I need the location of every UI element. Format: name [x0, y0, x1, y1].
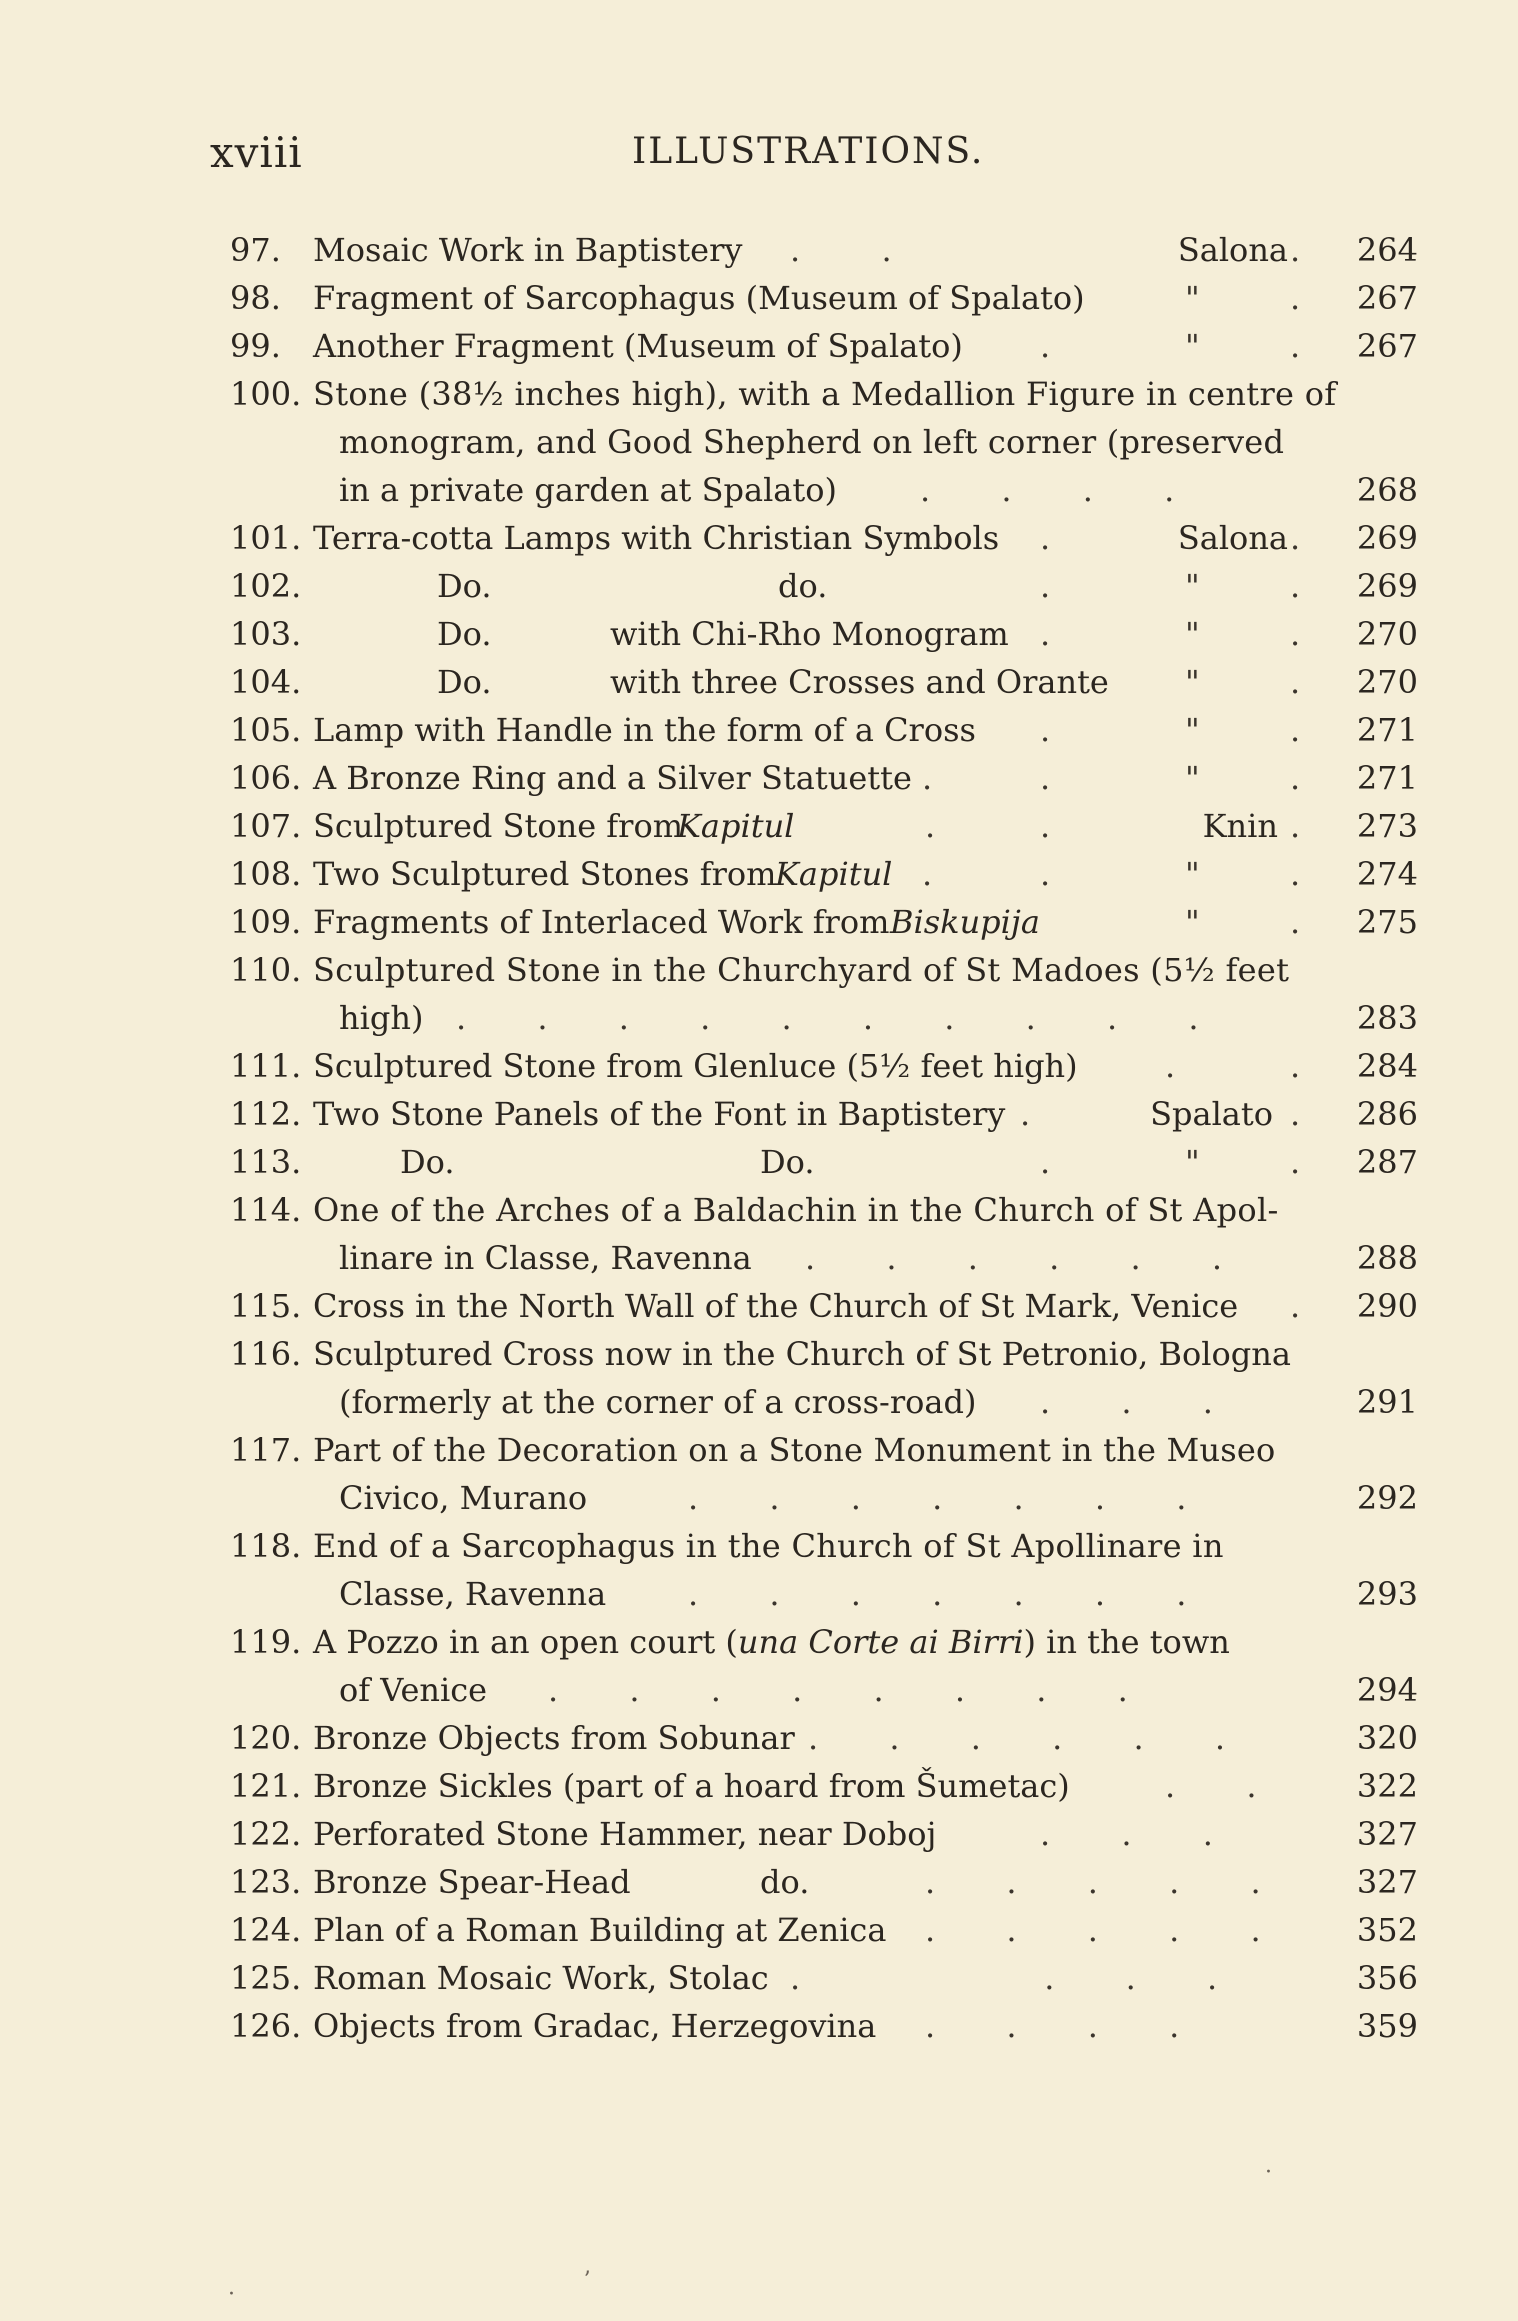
leader-dots: . .: [790, 231, 892, 269]
list-item: [0, 1138, 1518, 1186]
entry-title-italic: una Corte ai Birri: [737, 1623, 1024, 1661]
ditto-mark: ": [1185, 327, 1200, 365]
leader-dots: .: [1040, 615, 1051, 653]
entry-page: 275: [1356, 903, 1418, 941]
entry-number: 123.: [230, 1863, 302, 1901]
leader-dots: . . . .: [925, 2007, 1180, 2045]
entry-number: 108.: [230, 855, 302, 893]
leader-dots: .: [1290, 279, 1301, 317]
list-item: [0, 1762, 1518, 1810]
entry-title: Sculptured Cross now in the Church of St Petronio, Bologna: [313, 1335, 1291, 1373]
entry-page: 267: [1356, 327, 1418, 365]
leader-dots: .: [1290, 1287, 1301, 1325]
entry-page: 268: [1356, 471, 1418, 509]
entry-title: Roman Mosaic Work, Stolac: [313, 1959, 769, 1997]
leader-dots: .: [1290, 519, 1301, 557]
leader-dots: .: [1020, 1095, 1031, 1133]
entry-number: 114.: [230, 1191, 302, 1229]
leader-dots: .: [1290, 855, 1301, 893]
list-item: [0, 1426, 1518, 1474]
entry-number: 100.: [230, 375, 302, 413]
entry-title: A Bronze Ring and a Silver Statuette: [313, 759, 912, 797]
entry-title: Two Stone Panels of the Font in Baptistery: [313, 1095, 1006, 1133]
entry-title-part: A Pozzo in an open court (: [313, 1623, 738, 1661]
entry-title-line: in a private garden at Spalato): [339, 471, 837, 509]
list-item-continuation: [0, 1234, 1518, 1282]
entry-place: Knin: [1202, 807, 1278, 845]
entry-title: [313, 1618, 1230, 1666]
page-folio: xviii: [210, 128, 303, 177]
ditto-mark: ": [1185, 855, 1200, 893]
entry-title: Two Sculptured Stones from: [313, 855, 777, 893]
ditto-mark: ": [1185, 279, 1200, 317]
list-item: [0, 1954, 1518, 2002]
leader-dots: . . . . .: [925, 1911, 1261, 1949]
paper-speck: ʼ: [583, 2268, 590, 2293]
list-item: [0, 370, 1518, 418]
entry-page: 294: [1356, 1671, 1418, 1709]
entry-page: 291: [1356, 1383, 1418, 1421]
leader-dots: .: [1040, 327, 1051, 365]
list-item: [0, 898, 1518, 946]
entry-number: 99.: [230, 327, 281, 365]
entry-number: 103.: [230, 615, 302, 653]
leader-dots: .: [1290, 663, 1301, 701]
entry-number: 121.: [230, 1767, 302, 1805]
leader-dots: .: [1040, 519, 1051, 557]
list-item-continuation: [0, 1570, 1518, 1618]
entry-page: 267: [1356, 279, 1418, 317]
entry-number: 98.: [230, 279, 281, 317]
entry-title-line: linare in Classe, Ravenna: [339, 1239, 752, 1277]
entry-page: 286: [1356, 1095, 1418, 1133]
entry-title-detail: with Chi-Rho Monogram: [610, 615, 1009, 653]
list-item: [0, 850, 1518, 898]
leader-dots: . .: [1165, 1767, 1257, 1805]
leader-dots: . . . . . .: [805, 1239, 1223, 1277]
list-item-continuation: [0, 1474, 1518, 1522]
leader-dots: . . . . . . . .: [548, 1671, 1128, 1709]
list-item: [0, 1186, 1518, 1234]
leader-dots: . . .: [1040, 1383, 1213, 1421]
entry-title-part: ) in the town: [1023, 1623, 1230, 1661]
entry-title-ditto: do.: [778, 567, 828, 605]
entry-title: One of the Arches of a Baldachin in the Church of St Apol-: [313, 1191, 1279, 1229]
leader-dots: .: [1040, 567, 1051, 605]
entry-title-line: Classe, Ravenna: [339, 1575, 607, 1613]
entry-title: Do.: [437, 567, 492, 605]
leader-dots: .: [1290, 327, 1301, 365]
list-item: [0, 322, 1518, 370]
entry-title-line: of Venice: [339, 1671, 488, 1709]
entry-page: 327: [1356, 1863, 1418, 1901]
leader-dots: .: [1040, 711, 1051, 749]
list-item: [0, 274, 1518, 322]
entry-number: 102.: [230, 567, 302, 605]
entry-title: Bronze Objects from Sobunar: [313, 1719, 795, 1757]
entry-title: Sculptured Stone from Glenluce (5½ feet high): [313, 1047, 1078, 1085]
entry-title: Bronze Spear-Head: [313, 1863, 631, 1901]
entry-number: 115.: [230, 1287, 302, 1325]
list-item: [0, 1618, 1518, 1666]
entry-title: Objects from Gradac, Herzegovina: [313, 2007, 877, 2045]
entry-title: Sculptured Stone in the Churchyard of St Madoes (5½ feet: [313, 951, 1290, 989]
entry-title: Lamp with Handle in the form of a Cross: [313, 711, 976, 749]
leader-dots: . . . . . . . . . .: [456, 999, 1199, 1037]
entry-number: 112.: [230, 1095, 302, 1133]
ditto-mark: ": [1185, 663, 1200, 701]
entry-title-detail: with three Crosses and Orante: [610, 663, 1109, 701]
list-item: [0, 1042, 1518, 1090]
entry-title-line: Civico, Murano: [339, 1479, 588, 1517]
leader-dots: .: [1290, 567, 1301, 605]
entry-title: Terra-cotta Lamps with Christian Symbols: [313, 519, 1000, 557]
leader-dots: .: [1290, 711, 1301, 749]
list-item: [0, 1090, 1518, 1138]
entry-title: Stone (38½ inches high), with a Medallion Figure in centre of: [313, 375, 1337, 413]
list-item-continuation: [0, 466, 1518, 514]
list-item: [0, 1858, 1518, 1906]
list-item: [0, 610, 1518, 658]
entry-title-ditto: Do.: [760, 1143, 815, 1181]
ditto-mark: ": [1185, 711, 1200, 749]
entry-place: Spalato: [1150, 1095, 1273, 1133]
entry-number: 97.: [230, 231, 281, 269]
entry-title-line: (formerly at the corner of a cross-road): [339, 1383, 977, 1421]
entry-title-italic: Biskupija: [890, 903, 1040, 941]
entry-title: Another Fragment (Museum of Spalato): [313, 327, 963, 365]
entry-number: 111.: [230, 1047, 302, 1085]
entry-page: 271: [1356, 711, 1418, 749]
list-item: [0, 562, 1518, 610]
entry-number: 120.: [230, 1719, 302, 1757]
list-item: [0, 1714, 1518, 1762]
entry-title: Fragments of Interlaced Work from: [313, 903, 890, 941]
entry-title: Do.: [437, 615, 492, 653]
list-item: [0, 1810, 1518, 1858]
entry-page: 270: [1356, 615, 1418, 653]
leader-dots: .: [1040, 807, 1051, 845]
leader-dots: .: [1290, 1047, 1301, 1085]
entry-number: 109.: [230, 903, 302, 941]
ditto-mark: ": [1185, 759, 1200, 797]
leader-dots: . . . . . . .: [688, 1479, 1187, 1517]
leader-dots: . . . . . . .: [688, 1575, 1187, 1613]
entry-page: 359: [1356, 2007, 1418, 2045]
list-item-continuation: [0, 1378, 1518, 1426]
entry-page: 264: [1356, 231, 1418, 269]
list-item: [0, 754, 1518, 802]
entry-title: Do.: [437, 663, 492, 701]
entry-page: 293: [1356, 1575, 1418, 1613]
entry-number: 126.: [230, 2007, 302, 2045]
leader-dots: .: [922, 855, 933, 893]
paper-speck: ·: [228, 2282, 235, 2307]
leader-dots: . . . . . .: [808, 1719, 1226, 1757]
entry-page: 356: [1356, 1959, 1418, 1997]
list-item: [0, 514, 1518, 562]
entry-title: End of a Sarcophagus in the Church of St Apollinare in: [313, 1527, 1224, 1565]
entry-number: 124.: [230, 1911, 302, 1949]
entry-page: 269: [1356, 567, 1418, 605]
entry-number: 119.: [230, 1623, 302, 1661]
entry-title-ditto: do.: [760, 1863, 810, 1901]
leader-dots: . . . .: [920, 471, 1175, 509]
leader-dots: .: [925, 807, 936, 845]
list-item: [0, 706, 1518, 754]
list-item: [0, 1330, 1518, 1378]
leader-dots: .: [1040, 855, 1051, 893]
entry-page: 322: [1356, 1767, 1418, 1805]
entry-title-italic: Kapitul: [775, 855, 893, 893]
leader-dots: .: [1290, 1143, 1301, 1181]
entry-page: 269: [1356, 519, 1418, 557]
ditto-mark: ": [1185, 615, 1200, 653]
entry-number: 106.: [230, 759, 302, 797]
list-item: [0, 2002, 1518, 2050]
entry-title-line: high): [339, 999, 424, 1037]
leader-dots: . . .: [1040, 1815, 1213, 1853]
leader-dots: . . . .: [790, 1959, 1218, 1997]
entry-page: 271: [1356, 759, 1418, 797]
leader-dots: .: [1290, 807, 1301, 845]
entry-title: Cross in the North Wall of the Church of St Mark, Venice: [313, 1287, 1239, 1325]
leader-dots: . . . . .: [925, 1863, 1261, 1901]
leader-dots: .: [1290, 615, 1301, 653]
entry-number: 118.: [230, 1527, 302, 1565]
entry-page: 320: [1356, 1719, 1418, 1757]
list-item-continuation: [0, 418, 1518, 466]
list-item-continuation: [0, 994, 1518, 1042]
entry-number: 122.: [230, 1815, 302, 1853]
entry-page: 352: [1356, 1911, 1418, 1949]
list-item: [0, 658, 1518, 706]
paper-speck: ·: [1265, 2160, 1272, 2185]
list-item-continuation: [0, 1666, 1518, 1714]
entry-number: 113.: [230, 1143, 302, 1181]
list-item: [0, 1906, 1518, 1954]
leader-dots: .: [1040, 1143, 1051, 1181]
entry-page: 284: [1356, 1047, 1418, 1085]
entry-page: 292: [1356, 1479, 1418, 1517]
list-item: [0, 1282, 1518, 1330]
entry-page: 290: [1356, 1287, 1418, 1325]
entry-number: 104.: [230, 663, 302, 701]
entry-page: 270: [1356, 663, 1418, 701]
entry-number: 125.: [230, 1959, 302, 1997]
list-item: [0, 1522, 1518, 1570]
entry-number: 117.: [230, 1431, 302, 1469]
entry-title-italic: Kapitul: [677, 807, 795, 845]
entry-page: 273: [1356, 807, 1418, 845]
entry-number: 107.: [230, 807, 302, 845]
ditto-mark: ": [1185, 1143, 1200, 1181]
list-item: [0, 226, 1518, 274]
leader-dots: .: [1290, 903, 1301, 941]
running-header: ILLUSTRATIONS.: [632, 131, 985, 172]
ditto-mark: ": [1185, 903, 1200, 941]
leader-dots: .: [922, 759, 933, 797]
entry-place: Salona: [1177, 519, 1288, 557]
entry-number: 116.: [230, 1335, 302, 1373]
leader-dots: .: [1290, 1095, 1301, 1133]
leader-dots: .: [1165, 1047, 1176, 1085]
entry-page: 283: [1356, 999, 1418, 1037]
entry-number: 101.: [230, 519, 302, 557]
ditto-mark: ": [1185, 567, 1200, 605]
entry-page: 288: [1356, 1239, 1418, 1277]
entry-place: Salona: [1177, 231, 1288, 269]
entry-title: Mosaic Work in Baptistery: [313, 231, 743, 269]
entry-title: Fragment of Sarcophagus (Museum of Spalato): [313, 279, 1085, 317]
entry-number: 110.: [230, 951, 302, 989]
entry-page: 274: [1356, 855, 1418, 893]
entry-title: Bronze Sickles (part of a hoard from Šumetac): [313, 1767, 1070, 1805]
entry-title: Perforated Stone Hammer, near Doboj: [313, 1815, 937, 1853]
leader-dots: .: [1290, 759, 1301, 797]
entry-page: 327: [1356, 1815, 1418, 1853]
entry-title: Sculptured Stone from: [313, 807, 684, 845]
list-item: [0, 802, 1518, 850]
leader-dots: .: [1290, 231, 1301, 269]
leader-dots: .: [1040, 759, 1051, 797]
entry-title-line: monogram, and Good Shepherd on left corner (preserved: [339, 423, 1285, 461]
entry-page: 287: [1356, 1143, 1418, 1181]
entry-title: Part of the Decoration on a Stone Monument in the Museo: [313, 1431, 1276, 1469]
list-item: [0, 946, 1518, 994]
entry-title: Do.: [400, 1143, 455, 1181]
entry-number: 105.: [230, 711, 302, 749]
entry-title: Plan of a Roman Building at Zenica: [313, 1911, 887, 1949]
